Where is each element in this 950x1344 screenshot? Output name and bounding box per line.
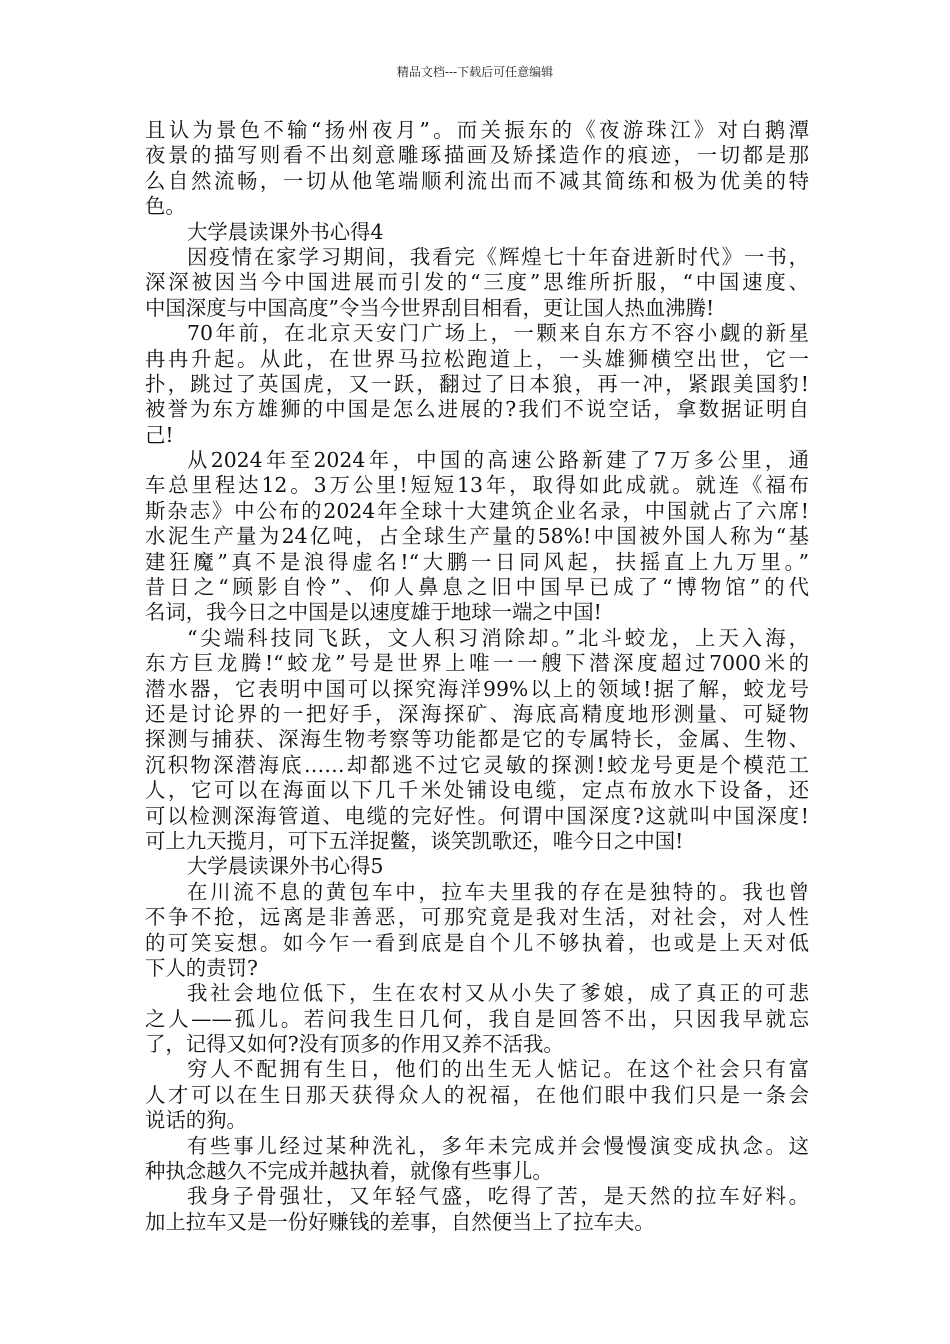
text-line: 可以检测深海管道、电缆的完好性。何谓中国深度?这就叫中国深度! — [145, 803, 809, 828]
text-line: 且认为景色不输“扬州夜月”。而关振东的《夜游珠江》对白鹅潭 — [145, 118, 809, 142]
document-body — [145, 118, 809, 1235]
text-line: 加上拉车又是一份好赚钱的差事，自然便当上了拉车夫。 — [145, 1209, 655, 1234]
text-line: 了，记得又如何?没有顶多的作用又养不活我。 — [145, 1032, 564, 1057]
text-line: 种执念越久不完成并越执着，就像有些事儿。 — [145, 1159, 553, 1184]
paragraph — [145, 981, 809, 1057]
text-line: 下人的责罚? — [145, 955, 258, 980]
text-line: 有些事儿经过某种洗礼，多年未完成并会慢慢演变成执念。这 — [187, 1133, 809, 1158]
text-line: 己! — [145, 422, 174, 447]
paragraph — [145, 1184, 809, 1235]
text-line: 东方巨龙腾!“蛟龙”号是世界上唯一一艘下潜深度超过7000米的 — [145, 651, 809, 676]
text-line: 水泥生产量为24亿吨，占全球生产量的58%!中国被外国人称为“基 — [145, 524, 809, 549]
text-line: 的可笑妄想。如今乍一看到底是自个儿不够执着，也或是上天对低 — [145, 930, 809, 955]
text-line: 我社会地位低下，生在农村又从小失了爹娘，成了真正的可悲 — [187, 981, 809, 1006]
text-line: 车总里程达12。3万公里!短短13年，取得如此成就。就连《福布 — [145, 473, 809, 498]
text-line: 穷人不配拥有生日，他们的出生无人惦记。在这个社会只有富 — [187, 1057, 809, 1082]
page-header: 精品文档---下载后可任意编辑 — [396, 65, 554, 79]
text-line: 不争不抢，远离是非善恶，可那究竟是我对生活，对社会，对人性 — [145, 905, 809, 930]
text-line: 名词，我今日之中国是以速度雄于地球一端之中国! — [145, 600, 602, 625]
paragraph — [145, 448, 809, 626]
paragraph — [145, 245, 809, 321]
text-line: “尖端科技同飞跃，文人积习消除却。”北斗蛟龙，上天入海， — [187, 625, 809, 650]
text-line: 昔日之“顾影自怜”、仰人鼻息之旧中国早已成了“博物馆”的代 — [145, 575, 809, 600]
text-line: 么自然流畅，一切从他笔端顺利流出而不减其简练和极为优美的特 — [145, 168, 809, 193]
paragraph — [145, 880, 809, 982]
text-line: 可上九天揽月，可下五洋捉鳖，谈笑凯歌还，唯今日之中国! — [145, 828, 684, 853]
paragraph — [145, 626, 809, 855]
text-line: 70年前，在北京天安门广场上，一颗来自东方不容小觑的新星 — [187, 321, 809, 346]
paragraph — [145, 118, 809, 220]
text-line: 建狂魔”真不是浪得虚名!“大鹏一日同风起，扶摇直上九万里。” — [145, 549, 809, 574]
text-line: 人才可以在生日那天获得众人的祝福，在他们眼中我们只是一条会 — [145, 1082, 809, 1107]
text-line: 之人——孤儿。若问我生日几何，我自是回答不出，只因我早就忘 — [145, 1006, 809, 1031]
section-heading: 大学晨读课外书心得4 — [187, 219, 384, 244]
text-line: 潜水器，它表明中国可以探究海洋99%以上的领域!据了解，蛟龙号 — [145, 676, 809, 701]
text-line: 深深被因当今中国进展而引发的“三度”思维所折服，“中国速度、 — [145, 270, 809, 295]
text-line: 冉冉升起。从此，在世界马拉松跑道上，一头雄狮横空出世，它一 — [145, 346, 809, 371]
text-line: 探测与捕获、深海生物考察等功能都是它的专属特长，金属、生物、 — [145, 727, 809, 752]
section-heading: 大学晨读课外书心得5 — [187, 854, 384, 879]
text-line: 被誉为东方雄狮的中国是怎么进展的?我们不说空话，拿数据证明自 — [145, 397, 809, 422]
text-line: 色。 — [145, 194, 186, 219]
text-line: 扑，跳过了英国虎，又一跃，翻过了日本狼，再一冲，紧跟美国豹! — [145, 371, 809, 396]
text-line: 我身子骨强壮，又年轻气盛，吃得了苦，是天然的拉车好料。 — [187, 1184, 809, 1209]
text-line: 从2024年至2024年，中国的高速公路新建了7万多公里，通 — [187, 448, 809, 473]
paragraph — [145, 1057, 809, 1133]
text-line: 夜景的描写则看不出刻意雕琢描画及矫揉造作的痕迹，一切都是那 — [145, 143, 809, 168]
text-line: 中国深度与中国高度”令当今世界刮目相看，更让国人热血沸腾! — [145, 295, 715, 320]
paragraph — [145, 1134, 809, 1185]
text-line: 还是讨论界的一把好手，深海探矿、海底高精度地形测量、可疑物 — [145, 701, 809, 726]
paragraph — [145, 321, 809, 448]
text-line: 说话的狗。 — [145, 1108, 247, 1133]
text-line: 沉积物深潜海底……却都逃不过它灵敏的探测!蛟龙号更是个模范工 — [145, 752, 809, 777]
text-line: 因疫情在家学习期间，我看完《辉煌七十年奋进新时代》一书， — [187, 244, 809, 269]
text-line: 斯杂志》中公布的2024年全球十大建筑企业名录，中国就占了六席! — [145, 498, 809, 523]
text-line: 在川流不息的黄包车中，拉车夫里我的存在是独特的。我也曾 — [187, 879, 809, 904]
text-line: 人，它可以在海面以下几千米处铺设电缆，定点布放水下设备，还 — [145, 778, 809, 803]
